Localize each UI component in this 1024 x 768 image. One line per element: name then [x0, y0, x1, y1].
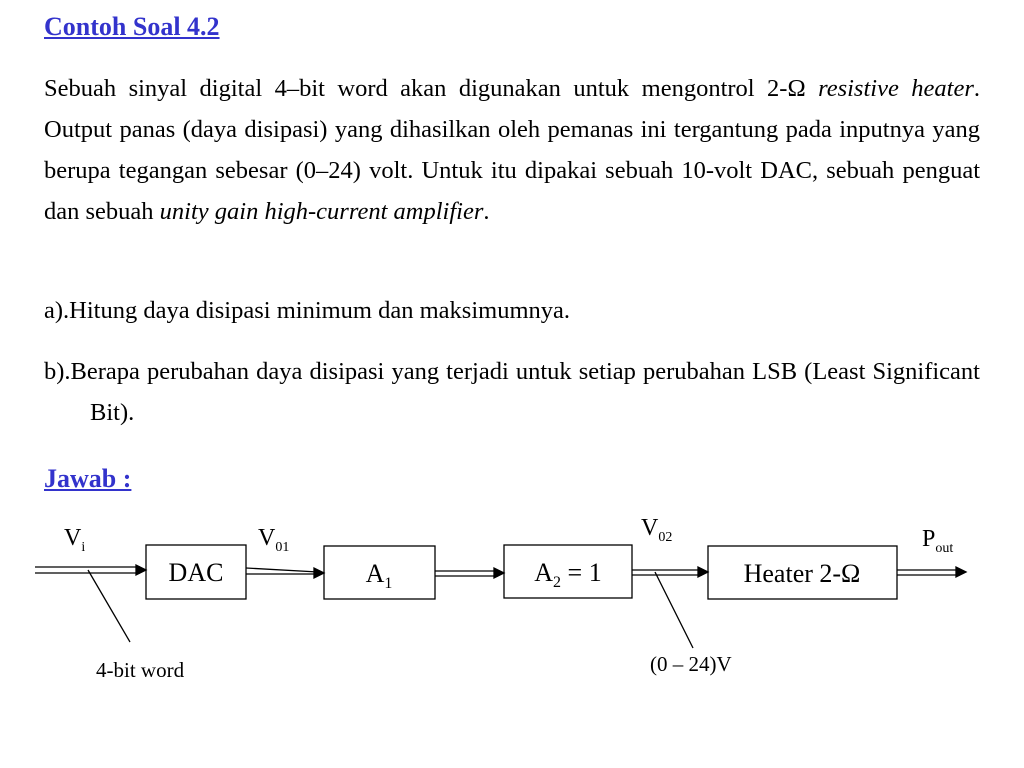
- bit-word-label: 4-bit word: [96, 658, 185, 682]
- a1-a2-arrow: [494, 568, 504, 578]
- a2-label: $A_2 = 1$: [534, 558, 602, 591]
- vi-label: $V_i$: [64, 525, 86, 555]
- problem-italic-2: unity gain high-current amplifier: [159, 198, 484, 225]
- problem-italic-1: resistive heater: [818, 75, 974, 102]
- page-title: Contoh Soal 4.2: [44, 12, 220, 41]
- question-b: b).Berapa perubahan daya disipasi yang terjadi untuk setiap perubahan LSB (Least Significant Bit).: [44, 358, 980, 426]
- answer-heading: Jawab :: [44, 464, 132, 493]
- range-leader-line: [655, 572, 693, 648]
- problem-statement: [44, 68, 980, 232]
- input-arrow: [136, 565, 146, 575]
- block-diagram: [0, 500, 1024, 690]
- dac-a1-arrow: [314, 568, 324, 578]
- problem-text-2: . Output panas (daya disipasi) yang dihasilkan oleh pemanas ini tergantung pada inputnya yang berupa tegangan sebesar (0–24) volt. Untuk itu dipakai sebuah 10-volt DAC, sebuah penguat dan sebuah: [44, 75, 980, 225]
- pout-label: $P_{out}$: [922, 526, 954, 556]
- heater-label: Heater 2-Ω: [743, 559, 861, 588]
- dac-a1-line-top: [246, 568, 318, 572]
- a2-heater-arrow: [698, 567, 708, 577]
- problem-text-3: .: [483, 198, 490, 225]
- dac-label: DAC: [168, 558, 224, 587]
- bit-leader-line: [88, 570, 130, 642]
- a1-label: $A_1$: [365, 559, 393, 592]
- question-a: a).Hitung daya disipasi minimum dan maksimumnya.: [44, 297, 570, 324]
- voltage-range-label: (0 – 24)V: [650, 652, 732, 676]
- problem-text-1: Sebuah sinyal digital 4–bit word akan digunakan untuk mengontrol 2-Ω: [44, 75, 819, 102]
- v02-label: $V_{02}$: [641, 515, 673, 545]
- v01-label: $V_{01}$: [258, 525, 290, 555]
- output-arrow: [956, 567, 966, 577]
